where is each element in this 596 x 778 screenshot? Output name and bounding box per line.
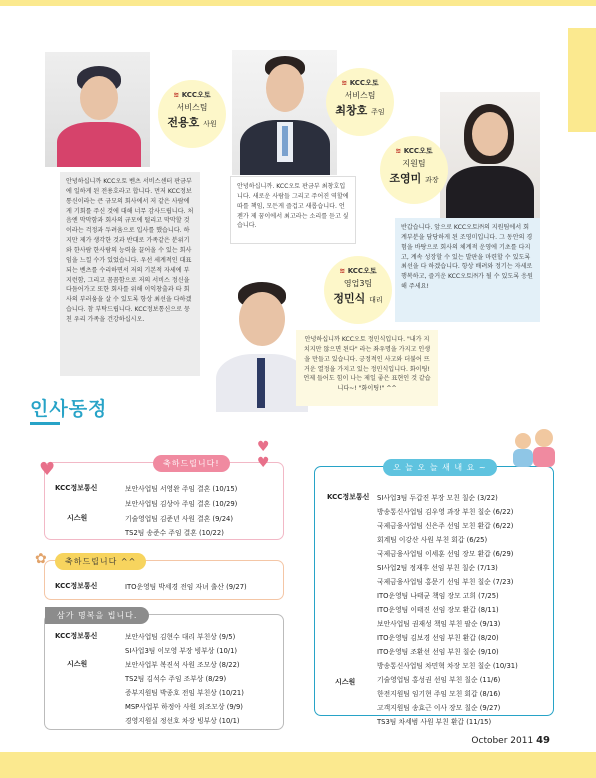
list-item: SI사업2팀 정재후 선임 부친 칠순 (7/13) [377,564,498,572]
list-item: MSP사업부 하정아 사원 외조모상 (9/9) [125,703,243,711]
celebration-header: 오 늘 오 늘 새 내 요 ~ [383,459,497,476]
condolence-header: 삼가 명복을 빕니다. [45,607,149,624]
kcc-logo: ≋ KCC오토 [339,267,377,275]
right-yellow-tab [568,28,596,132]
list-item: 보안사업팀 김현수 대리 부친상 (9/5) [125,633,236,641]
list-item: TS2팀 송준수 주임 결혼 (10/22) [125,529,224,537]
list-item: ITO운영팀 이태진 선임 장모 환갑 (8/11) [377,606,499,614]
list-item: 한전지원팀 임기현 주임 모친 회갑 (8/16) [377,690,501,698]
celebration-card: 오 늘 오 늘 새 내 요 ~ KCC정보통신 시스원 SI사업3팀 두갑진 부장 모친 칠순 (3/22) 방송통신사업팀 김우영 과장 부친 칠순 (6/22) 국제금융사업팀 신은주 선임 모친 환갑 (6/22) 회계팀 이강산 사원 부친 회갑 (6/25) 국제금융사업팀 이세훈 선임 장모 환갑 (6/29) SI사업2팀 정재후 선임 부친 칠순 (7/13) 국제금융사업팀 홍문기 선임 부친 칠순 (7/23) ITO운영팀 나태균 책임 장모 고희 (7/25) ITO운영팀 이태진 선임 장모 환갑 (8/11) 보안사업팀 권재성 책임 부친 팔순 (9/13) ITO운영팀 김보경 선임 부친 환갑 (8/20) ITO운영팀 조환선 선임 부친 칠순 (9/10) 방송통신사업팀 차민혁 차장 모친 칠순 (10/31) 기술영업팀 홍성권 선임 부친 칠순 (11/6) 한전지원팀 임기현 주임 모친 회갑 (8/16) 고객지원팀 송효근 이사 장모 칠순 (9/27) TS3팀 차세범 사원 부친 환갑 (11/15) [314,466,554,716]
intro-text-jeong: 안녕하십니까 KCC오토 정민식입니다. "내가 지치지만 않으면 된다" 라는 좌우명을 가지고 인생을 만들고 있습니다. 긍정적인 사고와 더불어 뜨거운 열정을 가지고 있는 정민식입니다. 화이팅! 언제 들어도 힘이 나는 제일 좋은 표현인 것 같습니다~! "화이팅!" ^^ [296,330,438,406]
list-item: TS2팀 김석수 주임 조부상 (8/29) [125,675,227,683]
list-item: 방송통신사업팀 김우영 과장 부친 칠순 (6/22) [377,508,514,516]
kcc-logo: ≋ KCC오토 [173,91,211,99]
condolence-card: 삼가 명복을 빕니다. KCC정보통신 시스원 보안사업팀 김현수 대리 부친상 (9/5) SI사업3팀 이모영 부장 빙부상 (10/1) 보안사업부 복진석 사원 조모상 (8/22) TS2팀 김석수 주임 조부상 (8/29) 증부지원팀 박종호 전임 부친상 (10/21) MSP사업부 하정아 사원 외조모상 (9/9) 경영지원실 정선호 차장 빙부상 (10/1) [44,614,284,730]
name-bubble-jeon: ≋ KCC오토 서비스팀 전용호 사원 [158,80,226,148]
page-footer [471,735,550,746]
list-item: ITO운영팀 김보경 선임 부친 환갑 (8/20) [377,634,499,642]
profile-photo-jo [440,92,540,220]
list-item: 보안사업부 복진석 사원 조모상 (8/22) [125,661,240,669]
list-item: 국제금융사업팀 홍문기 선임 부친 칠순 (7/23) [377,578,514,586]
wedding-header: 축하드립니다! [153,455,230,472]
intro-text-choi: 안녕하십니까. KCC오토 판금부 최창호입니다. 새로운 사람들 그리고 주어진 역할에 따를 책임, 모든게 즐겁고 새롭습니다. 언젠가 제 꿈이에서 최고라는 소리를 듣고 싶습니다. [230,176,356,244]
list-item: 방송통신사업팀 차민혁 차장 모친 칠순 (10/31) [377,662,518,670]
issue-month: October 2011 [471,736,534,746]
heart-icon: ♥ [39,459,56,480]
name-bubble-jo: ≋ KCC오토 지원팀 조영미 과장 [380,136,448,204]
list-item: 보안사업팀 서영완 주임 결혼 (10/15) [125,485,238,493]
wedding-card: ♥ ♥ ♥ 축하드립니다! KCC정보통신 시스원 보안사업팀 서영완 주임 결혼 (10/15) 보안사업팀 김상아 주임 결혼 (10/29) 기술영업팀 김준년 사원 결혼 (9/24) TS2팀 송준수 주임 결혼 (10/22) [44,462,284,540]
intro-text-jo: 반갑습니다. 앞으로 KCC오토㈜의 지원팀에서 회계부분을 담당하게 된 조영미입니다. 그 동안의 경험을 바탕으로 회사의 체계적 운영에 기초를 다지고, 계속 성장할 수 있는 발판을 마련할 수 있도록 최선을 다 하겠습니다. 항상 배려와 정기는 자세로 행복하고, 즐거운 KCC오토㈜가 될 수 있도록 응원해 주세요! [395,218,540,322]
list-item: 보안사업팀 김상아 주임 결혼 (10/29) [125,500,238,508]
family-illustration-icon [511,429,559,469]
section-title: 인사동정 [30,398,108,420]
bottom-yellow-bar [0,752,596,778]
list-item: 회계팀 이강산 사원 부친 회갑 (6/25) [377,536,488,544]
name-bubble-jeong: ≋ KCC오토 영업3팀 정민식 대리 [324,256,392,324]
profile-photo-jeon [45,52,150,167]
baby-icon: ✿ [35,551,47,567]
list-item: 국제금융사업팀 이세훈 선임 장모 환갑 (6/29) [377,550,514,558]
list-item: SI사업3팀 이모영 부장 빙부상 (10/1) [125,647,238,655]
page-number: 49 [536,735,550,746]
list-item: TS3팀 차세범 사원 부친 환갑 (11/15) [377,718,492,726]
list-item: SI사업3팀 두갑진 부장 모친 칠순 (3/22) [377,494,498,502]
list-item: ITO운영팀 박세경 전임 자녀 출산 (9/27) [125,583,247,591]
list-item: 국제금융사업팀 신은주 선임 모친 환갑 (6/22) [377,522,514,530]
birth-card: ✿ 축하드립니다 ^^ KCC정보통신 ITO운영팀 박세경 전임 자녀 출산 (9/27) [44,560,284,600]
list-item: 보안사업팀 권재성 책임 부친 팔순 (9/13) [377,620,501,628]
intro-text-jeon: 안녕하십니까 KCC오토 벤츠 서비스센터 판금부에 일하게 된 전용호라고 합니다. 먼저 KCC정보통신이라는 큰 규모의 회사에서 저 같은 사람에게 기회를 주신 것에 대해 너무 감사드립니다. 처음엔 막막함과 회사의 규모에 떨리고 막막할 것이라는 걱정과 두려움으로 입사를 했습니다. 하지만 제가 생각한 것과 반대로 가족같은 분위기와 한사람 한사람의 능력을 끌어올 수 있는 회사임을 느낄 수가 있었습니다. 우선 세계적인 대표되는 벤츠를 수리하면서 저의 기본적 자세에 부지런함, 그리고 꼼꼼함으로 저의 서비스 정신을 다듬어가고 또한 회사를 위해 이익창출과 타 회사의 부러움을 살 수 있도록 항상 최선을 다하겠습니다. 참 부탁드립니다. KCC정보통신으로 뭉친 우리 가족을 건강하십시오. [60,172,200,376]
heart-icon: ♥ ♥ [257,439,270,471]
profile-photo-choi [232,50,337,175]
kcc-logo: ≋ KCC오토 [395,147,433,155]
list-item: ITO운영팀 나태균 책임 장모 고희 (7/25) [377,592,499,600]
top-yellow-bar [0,0,596,6]
list-item: 증부지원팀 박종호 전임 부친상 (10/21) [125,689,244,697]
birth-header: 축하드립니다 ^^ [55,553,146,570]
list-item: 기술영업팀 홍성권 선임 부친 칠순 (11/6) [377,676,501,684]
list-item: 기술영업팀 김준년 사원 결혼 (9/24) [125,515,233,523]
title-underline [30,422,60,425]
kcc-logo: ≋ KCC오토 [341,79,379,87]
list-item: ITO운영팀 조환선 선임 부친 칠순 (9/10) [377,648,499,656]
name-bubble-choi: ≋ KCC오토 서비스팀 최창호 주임 [326,68,394,136]
list-item: 고객지원팀 송효근 이사 장모 칠순 (9/27) [377,704,501,712]
list-item: 경영지원실 정선호 차장 빙부상 (10/1) [125,717,240,725]
